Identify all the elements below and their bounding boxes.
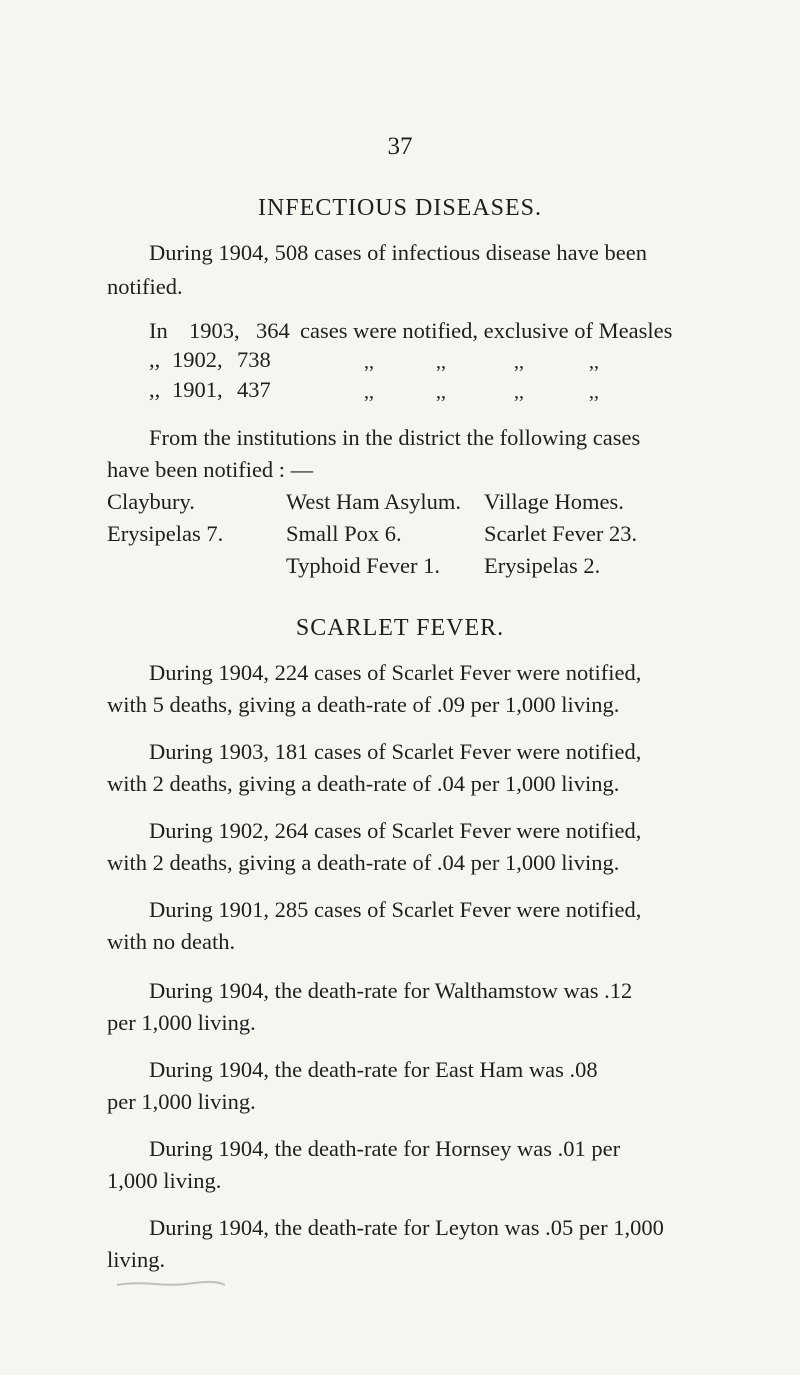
row-year: 1901, [172, 377, 223, 402]
ditto-mark: ,, [589, 381, 599, 403]
institutions-line-2: have been notified : — [107, 457, 314, 482]
row-prefix: In [149, 318, 168, 343]
paragraph-line: During 1903, 181 cases of Scarlet Fever were notified, [149, 739, 642, 764]
paragraph-line: During 1901, 285 cases of Scarlet Fever were notified, [149, 897, 642, 922]
table-cell: Typhoid Fever 1. [286, 553, 441, 578]
scan-smudge-mark [115, 1280, 235, 1288]
table-cell: Erysipelas 2. [484, 553, 601, 578]
ditto-mark: ,, [514, 381, 524, 403]
row-prefix: ,, [149, 347, 161, 372]
table-header: Claybury. [107, 489, 195, 514]
paragraph-line: per 1,000 living. [107, 1010, 256, 1035]
ditto-mark: ,, [436, 381, 446, 403]
section-heading-scarlet-fever: SCARLET FEVER. [295, 615, 505, 641]
table-cell: Erysipelas 7. [107, 521, 224, 546]
section-heading-infectious-diseases: INFECTIOUS DISEASES. [257, 195, 543, 221]
ditto-mark: ,, [436, 351, 446, 373]
ditto-mark: ,, [589, 351, 599, 373]
paragraph-line: 1,000 living. [107, 1168, 222, 1193]
institutions-line-1: From the institutions in the district the following cases [149, 425, 641, 450]
paragraph-line: per 1,000 living. [107, 1089, 256, 1114]
paragraph-line: with 5 deaths, giving a death-rate of .09 per 1,000 living. [107, 692, 620, 717]
row-prefix: ,, [149, 377, 161, 402]
paragraph-line: During 1904, the death-rate for Walthamstow was .12 [149, 978, 633, 1003]
intro-line-1: During 1904, 508 cases of infectious disease have been [149, 240, 647, 265]
table-header: West Ham Asylum. [286, 489, 462, 514]
intro-line-2: notified. [107, 274, 183, 299]
page-number: 37 [387, 133, 413, 160]
table-cell: Small Pox 6. [286, 521, 402, 546]
ditto-mark: ,, [364, 351, 374, 373]
ditto-mark: ,, [364, 381, 374, 403]
table-cell: Scarlet Fever 23. [484, 521, 638, 546]
paragraph-line: During 1904, the death-rate for Hornsey was .01 per [149, 1136, 621, 1161]
paragraph-line: During 1904, the death-rate for Leyton was .05 per 1,000 [149, 1215, 664, 1240]
paragraph-line: with 2 deaths, giving a death-rate of .04 per 1,000 living. [107, 850, 620, 875]
paragraph-line: with no death. [107, 929, 236, 954]
row-year: 1902, [172, 347, 223, 372]
row-count: 364 [256, 318, 290, 343]
paragraph-line: living. [107, 1247, 166, 1272]
paragraph-line: During 1904, 224 cases of Scarlet Fever were notified, [149, 660, 642, 685]
paragraph-line: During 1902, 264 cases of Scarlet Fever were notified, [149, 818, 642, 843]
paragraph-line: with 2 deaths, giving a death-rate of .04 per 1,000 living. [107, 771, 620, 796]
ditto-mark: ,, [514, 351, 524, 373]
table-header: Village Homes. [484, 489, 624, 514]
row-count: 738 [237, 347, 271, 372]
row-text: cases were notified, exclusive of Measles [300, 318, 673, 343]
row-year: 1903, [189, 318, 240, 343]
row-count: 437 [237, 377, 271, 402]
paragraph-line: During 1904, the death-rate for East Ham was .08 [149, 1057, 598, 1082]
